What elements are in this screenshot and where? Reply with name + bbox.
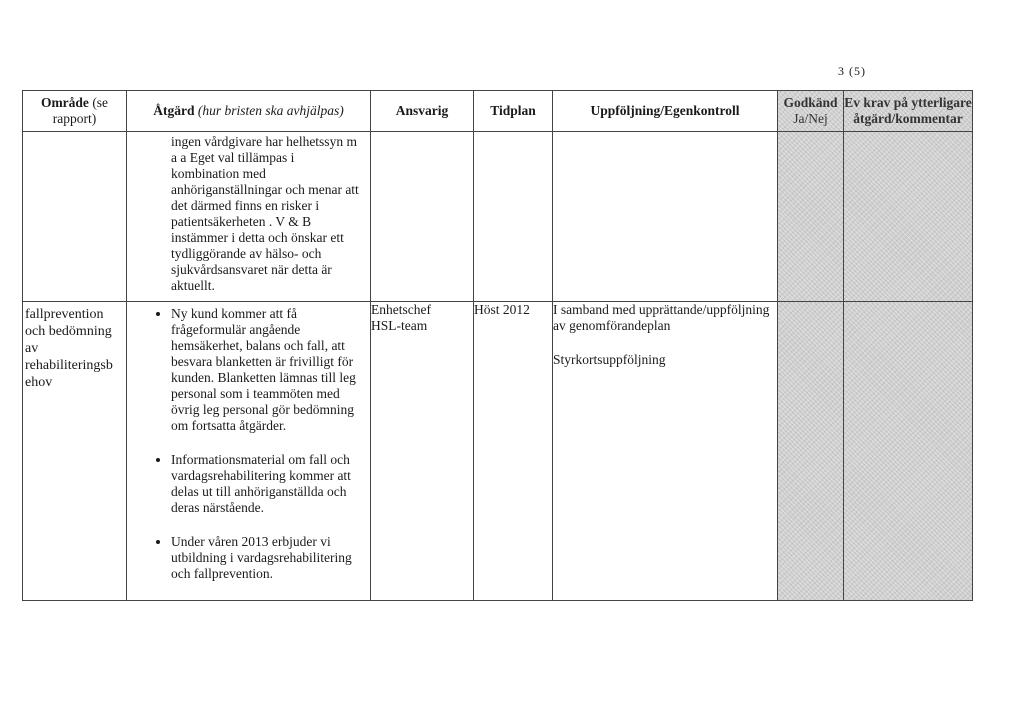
row1-atgard: [127, 132, 371, 302]
row2-ansvarig-line2: HSL-team: [371, 318, 428, 333]
header-uppfoljning: Uppföljning/Egenkontroll: [553, 91, 778, 132]
header-omrade-label: Område: [40, 95, 89, 110]
row1-ansvarig: [371, 132, 474, 302]
row2-krav: [844, 302, 973, 601]
row1-uppfoljning: [553, 132, 778, 302]
header-omrade-note: (se rapport): [52, 95, 109, 126]
row2-uppfoljning: [553, 302, 778, 601]
row1-omrade: [23, 132, 127, 302]
page-number: 3 (5): [838, 64, 866, 78]
table-row: [23, 302, 973, 601]
header-tidplan: Tidplan: [474, 91, 553, 132]
row2-atgard: [127, 302, 371, 601]
row1-krav: [844, 132, 973, 302]
row2-omrade-text: fallprevention och bedömning av rehabiliteringsb ehov: [25, 307, 113, 390]
table-header-row: [23, 91, 973, 132]
header-godkand-sub: Ja/Nej: [793, 111, 828, 126]
table-row: [23, 132, 973, 302]
list-item: • Ny kund kommer att få frågeformulär angående hemsäkerhet, balans och fall, att besvara blanketten är frivilligt för kunden. Blanketten lämnas till leg personal som i teammöten med övrig leg personal gör bedömning om fortsatta åtgärder.: [171, 306, 364, 434]
header-krav-label: Ev krav på ytterligare: [844, 95, 972, 110]
row2-godkand: [778, 302, 844, 601]
header-krav: [844, 91, 973, 132]
row2-ansvarig-line1: Enhetschef: [371, 302, 431, 317]
row2-uppfoljning-1: I samband med upprättande/uppföljning av genomförandeplan: [553, 302, 770, 333]
list-item: • Informationsmaterial om fall och vardagsrehabilitering kommer att delas ut till anhöriganställda och deras närstående.: [171, 452, 364, 516]
header-krav-sub: åtgärd/kommentar: [853, 111, 963, 126]
row2-tidplan: Höst 2012: [474, 302, 553, 601]
row1-godkand: [778, 132, 844, 302]
header-godkand-label: Godkänd: [783, 95, 838, 110]
list-item: • Under våren 2013 erbjuder vi utbildning i vardagsrehabilitering och fallprevention.: [171, 534, 364, 582]
header-omrade: [23, 91, 127, 132]
row1-atgard-text: ingen vårdgivare har helhetssyn m a a Eget val tillämpas i kombination med anhöriganställningar och menar att det därmed finns en risker i patientsäkerheten . V & B instämmer i detta och önskar ett tydliggörande av hälso- och sjukvårdsansvaret när detta är aktuellt.: [171, 134, 359, 293]
row1-tidplan: [474, 132, 553, 302]
header-atgard: [127, 91, 371, 132]
row2-omrade: [23, 302, 127, 601]
header-atgard-note: (hur bristen ska avhjälpas): [197, 103, 344, 118]
row2-uppfoljning-2: Styrkortsuppföljning: [553, 352, 666, 367]
row2-ansvarig: [371, 302, 474, 601]
header-ansvarig: Ansvarig: [371, 91, 474, 132]
action-plan-table: [22, 90, 973, 601]
header-atgard-label: Åtgärd: [153, 103, 195, 118]
header-godkand: [778, 91, 844, 132]
row2-atgard-list: [127, 306, 370, 582]
